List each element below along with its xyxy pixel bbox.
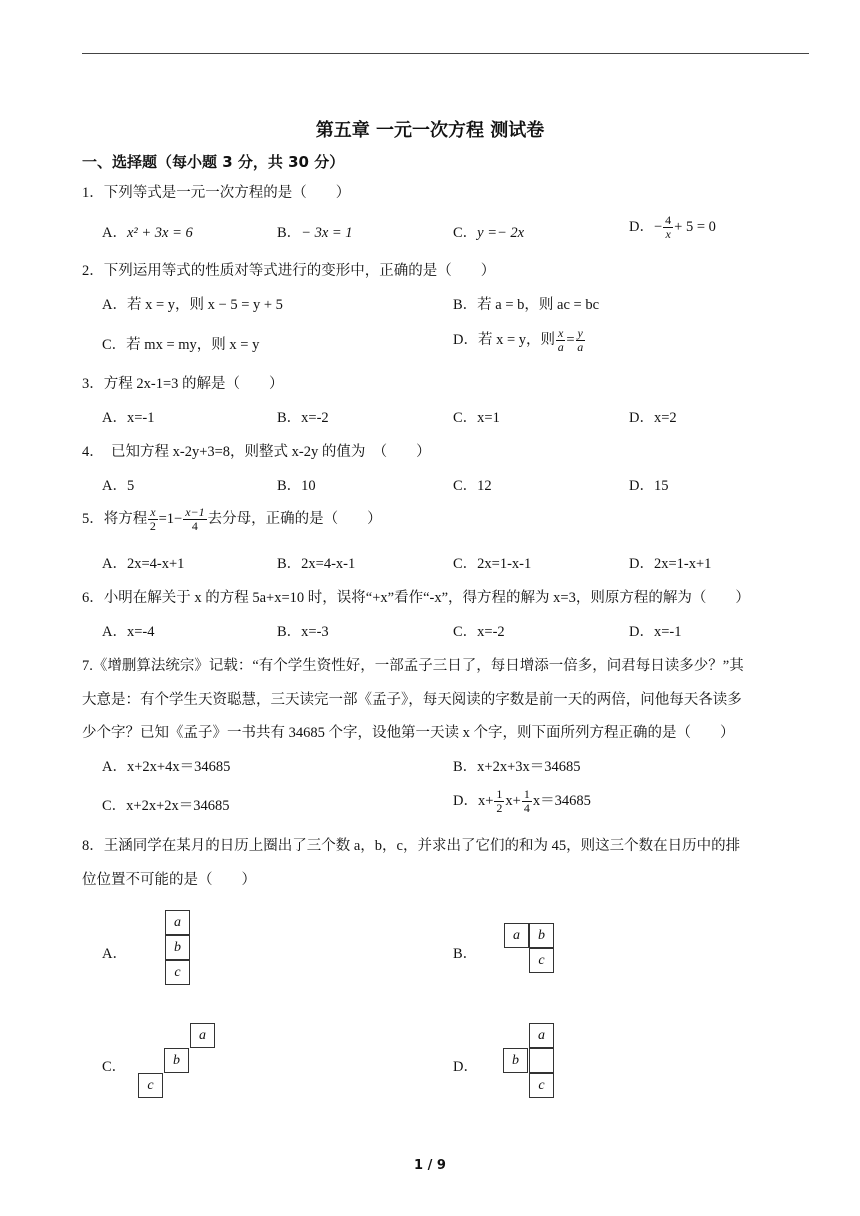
q7-option-a[interactable]: A．x+2x+4x＝34685 [102,759,231,775]
q1-option-d-label: D． [629,218,654,235]
q6-option-d[interactable]: D．x=-1 [629,624,682,640]
page-title: 第五章 一元一次方程 测试卷 [315,120,545,141]
q7-option-b[interactable]: B．x+2x+3x＝34685 [453,759,581,775]
question-3-stem: 3．方程 2x-1=3 的解是（ ） [82,376,284,392]
cell-empty [529,1048,554,1073]
cell-c: c [138,1073,163,1098]
q4-option-c[interactable]: C．12 [453,478,492,494]
question-6-stem: 6．小明在解关于 x 的方程 5a+x=10 时，误将“+x”看作“-x”，得方程的解为 x=3，则原方程的解为（ ） [82,590,750,606]
q8-option-c-label[interactable]: C． [102,1059,127,1075]
q7-option-d-frac-2: $\frac{1}{4}$ [523,787,530,815]
q8-option-a-label[interactable]: A． [102,946,127,962]
q7-option-d-frac-1: $\frac{1}{2}$ [496,787,503,815]
cell-a: a [504,923,529,948]
q1-option-a-math: x² + 3x = 6 [126,225,193,241]
q2-option-d-text: D．若 x = y，则 [453,331,556,348]
q3-option-b[interactable]: B．x=-2 [277,410,329,426]
q1-option-d-fraction: $\frac{4}{x}$ [665,213,672,241]
q2-option-c[interactable]: C．若 mx = my，则 x = y [102,337,260,353]
q2-option-d-frac-1: $\frac{x}{a}$ [557,326,564,354]
question-4-stem: 4． 已知方程 x-2y+3=8，则整式 x-2y 的值为 （ ） [82,444,431,460]
question-5-stem: 5．将方程 $\frac{x}{2}$ =1− $\frac{x-1}{4}$ 去分母，正确的是（ ） [82,505,382,533]
header-rule [82,53,809,54]
q5-option-d[interactable]: D．2x=1-x+1 [629,556,712,572]
q5-frac-1: $\frac{x}{2}$ [149,505,156,533]
q2-option-d-frac-2: $\frac{y}{a}$ [577,326,584,354]
q3-option-c[interactable]: C．x=1 [453,410,500,426]
question-8-line-1: 8．王涵同学在某月的日历上圈出了三个数 a，b，c，并求出了它们的和为 45，则这三个数在日历中的排 [82,838,741,854]
q4-option-b[interactable]: B．10 [277,478,316,494]
cell-b: b [165,935,190,960]
q2-option-d-eq: = [566,331,575,348]
cell-b: b [529,923,554,948]
cell-a: a [190,1023,215,1048]
question-7-line-3: 少个字？已知《孟子》一书共有 34685 个字，设他第一天读 x 个字，则下面所列方程正确的是（ ） [82,725,735,741]
q6-option-a[interactable]: A．x=-4 [102,624,155,640]
q6-option-b[interactable]: B．x=-3 [277,624,329,640]
question-8-line-2: 位位置不可能的是（ ） [82,872,256,888]
q7-option-c[interactable]: C．x+2x+2x＝34685 [102,798,230,814]
question-7-line-2: 大意是：有个学生天资聪慧，三天读完一部《孟子》，每天阅读的字数是前一天的两倍，问他每天各读多 [82,692,742,708]
q3-option-d[interactable]: D．x=2 [629,410,677,426]
cell-b: b [164,1048,189,1073]
q4-option-d[interactable]: D．15 [629,478,669,494]
cell-c: c [529,1073,554,1098]
question-2-stem: 2．下列运用等式的性质对等式进行的变形中，正确的是（ ） [82,263,496,279]
q1-option-b-label: B． [277,225,302,241]
cell-a: a [165,910,190,935]
section-heading: 一、选择题（每小题 3 分，共 30 分） [82,153,345,171]
q1-option-b-math: − 3x = 1 [301,225,353,241]
q2-option-d[interactable] [453,327,586,354]
q2-option-b[interactable]: B．若 a = b，则 ac = bc [453,297,600,313]
q8-option-b-label[interactable]: B． [453,946,478,962]
cell-c: c [165,960,190,985]
cell-b: b [503,1048,528,1073]
q1-option-d-rest: + 5 = 0 [674,218,716,235]
q5-option-c[interactable]: C．2x=1-x-1 [453,556,532,572]
q1-option-b[interactable] [277,221,353,242]
q8-option-d-label[interactable]: D． [453,1059,478,1075]
q1-option-c-math: y =− 2x [477,225,525,241]
cell-c: c [529,948,554,973]
q1-option-c[interactable] [453,221,524,242]
q1-option-d-minus: − [653,218,663,235]
q5-frac-2: $\frac{x-1}{4}$ [185,505,205,533]
q7-option-d[interactable]: D．x+ $\frac{1}{2}$ x+ $\frac{1}{4}$ x＝34685 [453,787,591,815]
q3-option-a[interactable]: A．x=-1 [102,410,155,426]
q1-option-c-label: C． [453,225,478,241]
cell-a: a [529,1023,554,1048]
q1-option-d[interactable] [629,214,716,241]
page-number: 1 / 9 [414,1158,446,1173]
q4-option-a[interactable]: A．5 [102,478,135,494]
question-1-stem: 1．下列等式是一元一次方程的是（ ） [82,185,351,201]
q6-option-c[interactable]: C．x=-2 [453,624,505,640]
q5-option-a[interactable]: A．2x=4-x+1 [102,556,185,572]
q5-option-b[interactable]: B．2x=4-x-1 [277,556,356,572]
question-7-line-1: 7.《增删算法统宗》记载：“有个学生资性好，一部孟子三日了，每日增添一倍多，问君每日读多少？”其 [82,658,744,674]
q2-option-a[interactable]: A．若 x = y，则 x − 5 = y + 5 [102,297,283,313]
q1-option-a[interactable] [102,221,193,242]
q1-option-a-label: A． [102,225,127,241]
